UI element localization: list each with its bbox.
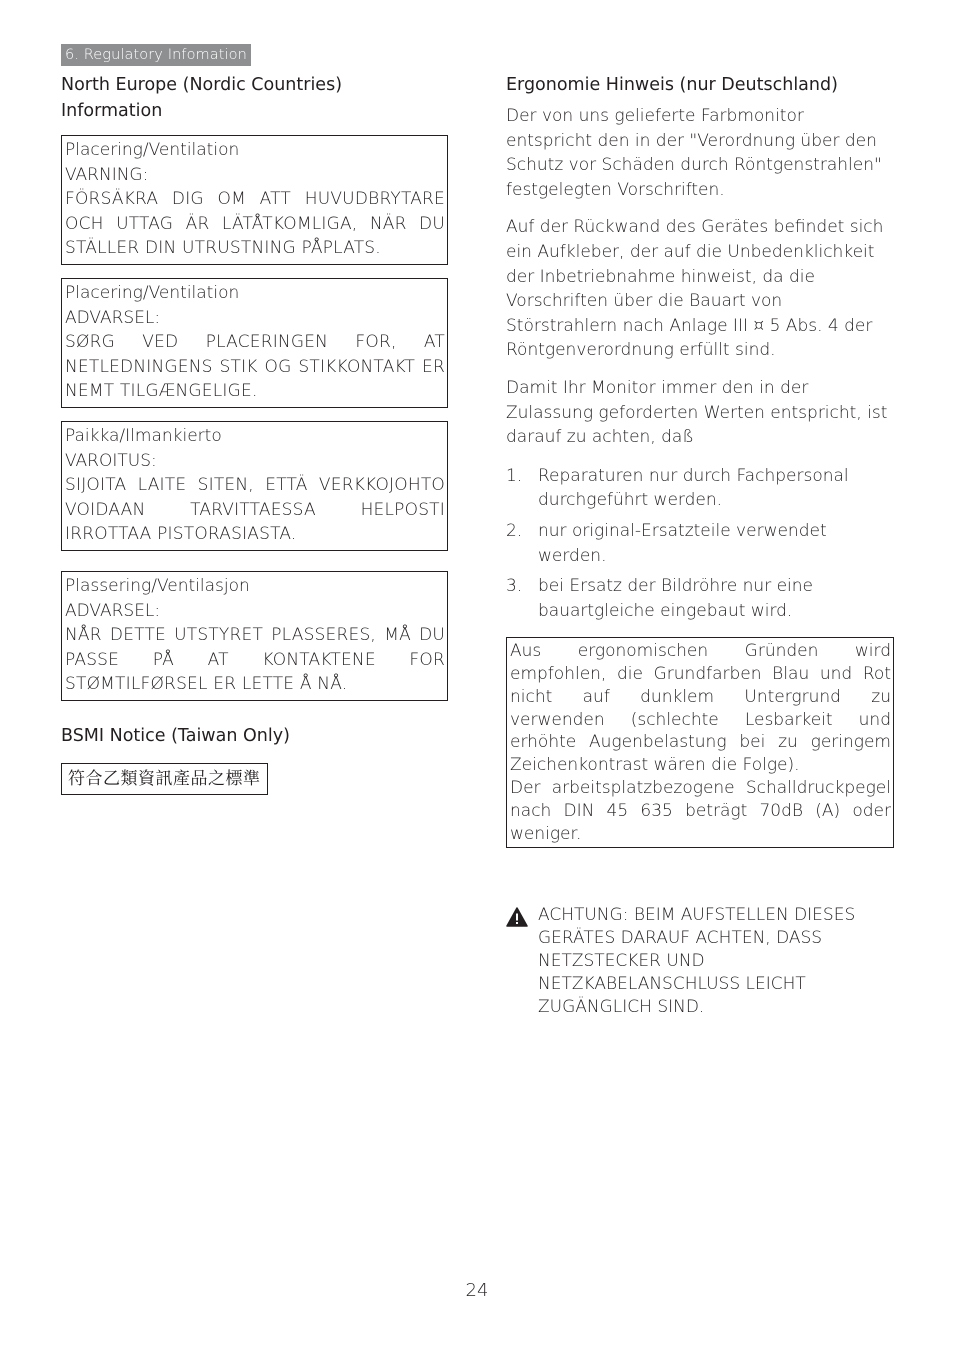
list-item xyxy=(506,519,894,568)
ergonomic-note-text: Aus ergonomischen Gründen wird empfohlen, die Grundfarben Blau und Rot nicht auf dunklem Untergrund zu verwenden (schlechte Lesbarkeit und erhöhte Augenbelastung bei zu geringem Zeichenkontrast wären die Folge). xyxy=(510,641,891,776)
notice-subtitle: Placering/Ventilation xyxy=(65,282,240,303)
notice-box-danish xyxy=(61,278,448,408)
section-tag: 6. Regulatory Infomation xyxy=(61,44,251,66)
ergonomie-heading: Ergonomie Hinweis (nur Deutschland) xyxy=(506,75,838,95)
notice-label: ADVARSEL: xyxy=(65,600,161,621)
requirements-list xyxy=(506,464,894,624)
list-text: nur original-Ersatzteile verwendet werden. xyxy=(538,520,827,566)
paragraph: Auf der Rückwand des Gerätes befindet sich ein Aufkleber, der auf die Unbedenklichkeit der Inbetriebnahme hinweist, da die Vorschriften über die Bauart von Störstrahlern nach Anlage III ¤ 5 Abs. 4 der Röntgenverordnung erfüllt sind. xyxy=(506,217,884,361)
left-column xyxy=(61,72,448,795)
list-text: bei Ersatz der Bildröhre nur eine bauartgleiche eingebaut wird. xyxy=(538,576,814,621)
notice-subtitle: Placering/Ventilation xyxy=(65,140,240,160)
list-text: Reparaturen nur durch Fachpersonal durchgeführt werden. xyxy=(538,465,849,511)
paragraph: Der von uns gelieferte Farbmonitor entspricht den in der "Verordnung über den Schutz vor Schäden durch Röntgenstrahlen" festgelegten Vorschriften. xyxy=(506,106,882,200)
nordic-heading: North Europe (Nordic Countries) Information xyxy=(61,75,343,121)
notice-body: SØRG VED PLACERINGEN FOR, AT NETLEDNINGENS STIK OG STIKKONTAKT ER NEMT TILGÆNGELIGE. xyxy=(65,332,445,402)
warning-triangle-icon xyxy=(506,904,538,1019)
list-number: 1. xyxy=(506,465,523,486)
warning-text: ACHTUNG: BEIM AUFSTELLEN DIESES GERÄTES DARAUF ACHTEN, DASS NETZSTECKER UND NETZKABELANSCHLUSS LEICHT ZUGÄNGLICH SIND. xyxy=(538,905,856,1018)
notice-subtitle: Plassering/Ventilasjon xyxy=(65,575,250,596)
page-number: 24 xyxy=(465,1280,489,1301)
notice-label: VARNING: xyxy=(65,164,149,185)
ergonomic-note-box xyxy=(506,637,894,848)
right-column xyxy=(506,72,894,1019)
notice-body: SIJOITA LAITE SITEN, ETTÄ VERKKOJOHTO VOIDAAN TARVITTAESSA HELPOSTI IRROTTAA PISTORASIASTA. xyxy=(65,475,445,545)
list-number: 3. xyxy=(506,576,523,597)
notice-box-finnish xyxy=(61,421,448,551)
warning-notice xyxy=(506,904,894,1019)
list-number: 2. xyxy=(506,520,523,541)
notice-label: ADVARSEL: xyxy=(65,307,161,328)
list-item xyxy=(506,574,894,623)
list-item xyxy=(506,464,894,513)
paragraph: Damit Ihr Monitor immer den in der Zulassung geforderten Werten entspricht, ist darauf zu achten, daß xyxy=(506,377,888,448)
notice-subtitle: Paikka/Ilmankierto xyxy=(65,425,222,446)
notice-box-swedish xyxy=(61,135,448,265)
notice-box-norwegian xyxy=(61,571,448,701)
bsmi-heading: BSMI Notice (Taiwan Only) xyxy=(61,725,290,746)
noise-level-text: Der arbeitsplatzbezogene Schalldruckpegel nach DIN 45 635 beträgt 70dB (A) oder weniger. xyxy=(510,778,891,844)
notice-body: NÅR DETTE UTSTYRET PLASSERES, MÅ DU PASSE PÅ AT KONTAKTENE FOR STØMTILFØRSEL ER LETTE Å NÅ. xyxy=(65,625,445,695)
notice-label: VAROITUS: xyxy=(65,450,157,471)
bsmi-label-box: 符合乙類資訊產品之標準 xyxy=(61,763,268,795)
notice-body: FÖRSÄKRA DIG OM ATT HUVUDBRYTARE OCH UTTAG ÄR LÄTÅTKOMLIGA, NÄR DU STÄLLER DIN UTRUSTNING PÅPLATS. xyxy=(65,189,445,259)
